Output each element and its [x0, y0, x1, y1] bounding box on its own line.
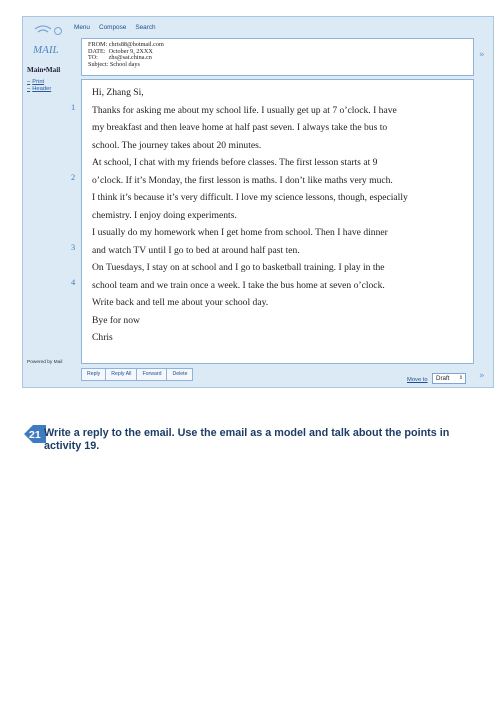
email-line: school team and we train once a week. I take the bus home at seven o’clock. [92, 279, 385, 291]
signature-line: Chris [92, 332, 113, 343]
action-bar [81, 368, 193, 381]
menu-bar [74, 24, 156, 36]
sign-off-line: Bye for now [92, 314, 140, 326]
menu-item-menu[interactable]: Menu [74, 24, 90, 31]
email-header [81, 38, 474, 76]
email-line: o’clock. If it’s Monday, the first lesson is maths. I don’t like maths very much. [92, 174, 393, 186]
reply-button[interactable]: Reply [82, 369, 106, 380]
sidebar [23, 17, 70, 387]
email-text [92, 84, 472, 347]
powered-by-text: Powered by Mail [27, 360, 63, 365]
svg-text:21: 21 [29, 429, 41, 441]
mail-logo [29, 23, 65, 57]
mail-window [22, 16, 494, 388]
move-to-value: Draft [436, 375, 450, 382]
sidebar-link-print[interactable]: – Print [27, 79, 45, 85]
email-line: school. The journey takes about 20 minutes. [92, 139, 262, 151]
header-link-label[interactable]: Header [32, 86, 52, 92]
email-line: and watch TV until I go to bed at around half past ten. [92, 244, 300, 256]
sidebar-link-header[interactable]: – Header [27, 86, 52, 92]
email-body [71, 79, 474, 364]
move-to-label: Move to [407, 377, 428, 383]
email-line: I usually do my homework when I get home from school. Then I have dinner [92, 227, 388, 238]
paragraph-number: 3 [71, 242, 76, 252]
activity-text: Write a reply to the email. Use the email as a model and talk about the points in activity 19. [44, 427, 450, 452]
from-field: FROM: chris88@hotmail.com [88, 41, 164, 48]
email-line: I think it’s because it’s very difficult. I love my science lessons, though, especially [92, 192, 408, 203]
subject-field: Subject: School days [88, 60, 140, 68]
svg-text:MAIL: MAIL [33, 44, 59, 56]
collapse-header-icon[interactable]: » [479, 50, 485, 60]
select-arrows-icon: ⇕ [458, 375, 463, 381]
delete-button[interactable]: Delete [172, 371, 188, 377]
paragraph-number: 1 [71, 102, 76, 112]
paragraph-number: 4 [71, 277, 76, 287]
menu-item-search[interactable]: Search [135, 24, 156, 31]
forward-button[interactable]: Forward [137, 369, 167, 380]
paragraph-number: 2 [71, 172, 76, 182]
print-link-label[interactable]: Print [32, 79, 45, 85]
greeting-line: Hi, Zhang Si, [92, 87, 144, 98]
move-to-select[interactable] [432, 373, 466, 384]
collapse-footer-icon[interactable]: » [479, 371, 485, 381]
email-line: On Tuesdays, I stay on at school and I go to basketball training. I play in the [92, 262, 385, 273]
to-field: TO: zhs@sat.china.cn [88, 54, 152, 62]
email-line: my breakfast and then leave home at half past seven. I always take the bus to [92, 122, 388, 133]
menu-item-compose[interactable]: Compose [99, 24, 127, 31]
email-line: chemistry. I enjoy doing experiments. [92, 209, 237, 221]
email-line: At school, I chat with my friends before classes. The first lesson starts at 9 [92, 157, 378, 168]
activity-number-badge [24, 425, 46, 443]
date-field: DATE: October 9, 2XXX [88, 47, 153, 55]
email-line: Thanks for asking me about my school life. I usually get up at 7 o’clock. I have [92, 104, 397, 116]
email-line: Write back and tell me about your school day. [92, 297, 269, 308]
reply-all-button[interactable]: Reply All [106, 369, 137, 380]
sidebar-title: Main•Mail [27, 66, 61, 74]
